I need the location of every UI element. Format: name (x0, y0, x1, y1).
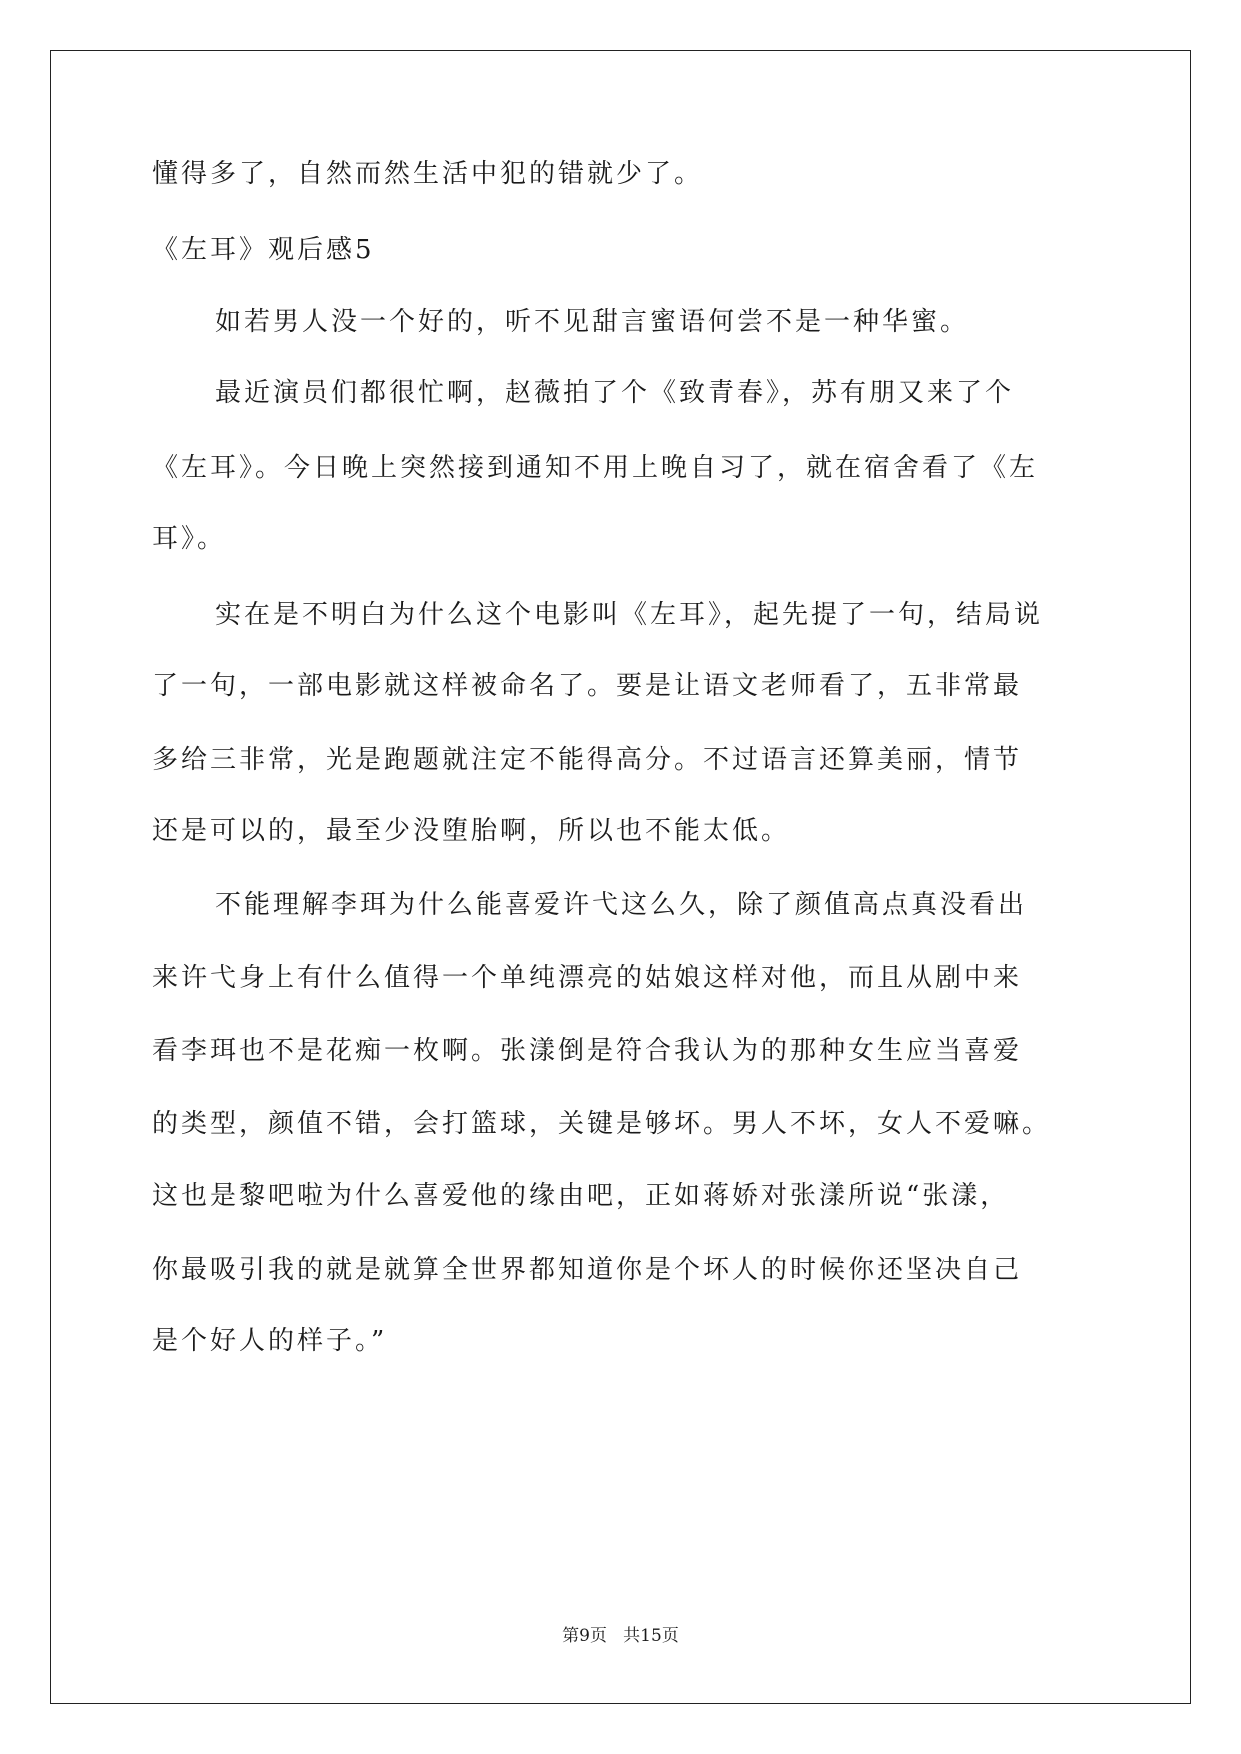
section-title: 《左耳》观后感5 (152, 235, 375, 265)
page-border (50, 50, 1191, 1704)
text-line: 实在是不明白为什么这个电影叫《左耳》，起先提了一句，结局说 (215, 600, 1044, 630)
text-line: 看李珥也不是花痴一枚啊。张漾倒是符合我认为的那种女生应当喜爱 (152, 1036, 1023, 1066)
text-line: 懂得多了，自然而然生活中犯的错就少了。 (152, 159, 704, 189)
text-line: 的类型，颜值不错，会打篮球，关键是够坏。男人不坏，女人不爱嘛。 (152, 1109, 1052, 1139)
text-line: 多给三非常，光是跑题就注定不能得高分。不过语言还算美丽，情节 (152, 745, 1023, 775)
text-line: 是个好人的样子。” (152, 1326, 388, 1356)
text-line: 《左耳》。今日晚上突然接到通知不用上晚自习了，就在宿舍看了《左 (152, 453, 1039, 483)
text-line: 如若男人没一个好的，听不见甜言蜜语何尝不是一种华蜜。 (215, 307, 970, 337)
text-line: 来许弋身上有什么值得一个单纯漂亮的姑娘这样对他，而且从剧中来 (152, 963, 1023, 993)
text-line: 最近演员们都很忙啊，赵薇拍了个《致青春》，苏有朋又来了个 (215, 378, 1015, 408)
text-line: 这也是黎吧啦为什么喜爱他的缘由吧，正如蒋娇对张漾所说“张漾， (152, 1181, 1010, 1211)
text-line: 你最吸引我的就是就算全世界都知道你是个坏人的时候你还坚决自己 (152, 1255, 1023, 1285)
text-line: 不能理解李珥为什么能喜爱许弋这么久，除了颜值高点真没看出 (215, 890, 1028, 920)
page-number-footer: 第9页 共15页 (562, 1626, 679, 1646)
text-line: 了一句，一部电影就这样被命名了。要是让语文老师看了，五非常最 (152, 671, 1023, 701)
text-line: 还是可以的，最至少没堕胎啊，所以也不能太低。 (152, 816, 791, 846)
text-line: 耳》。 (152, 524, 227, 554)
